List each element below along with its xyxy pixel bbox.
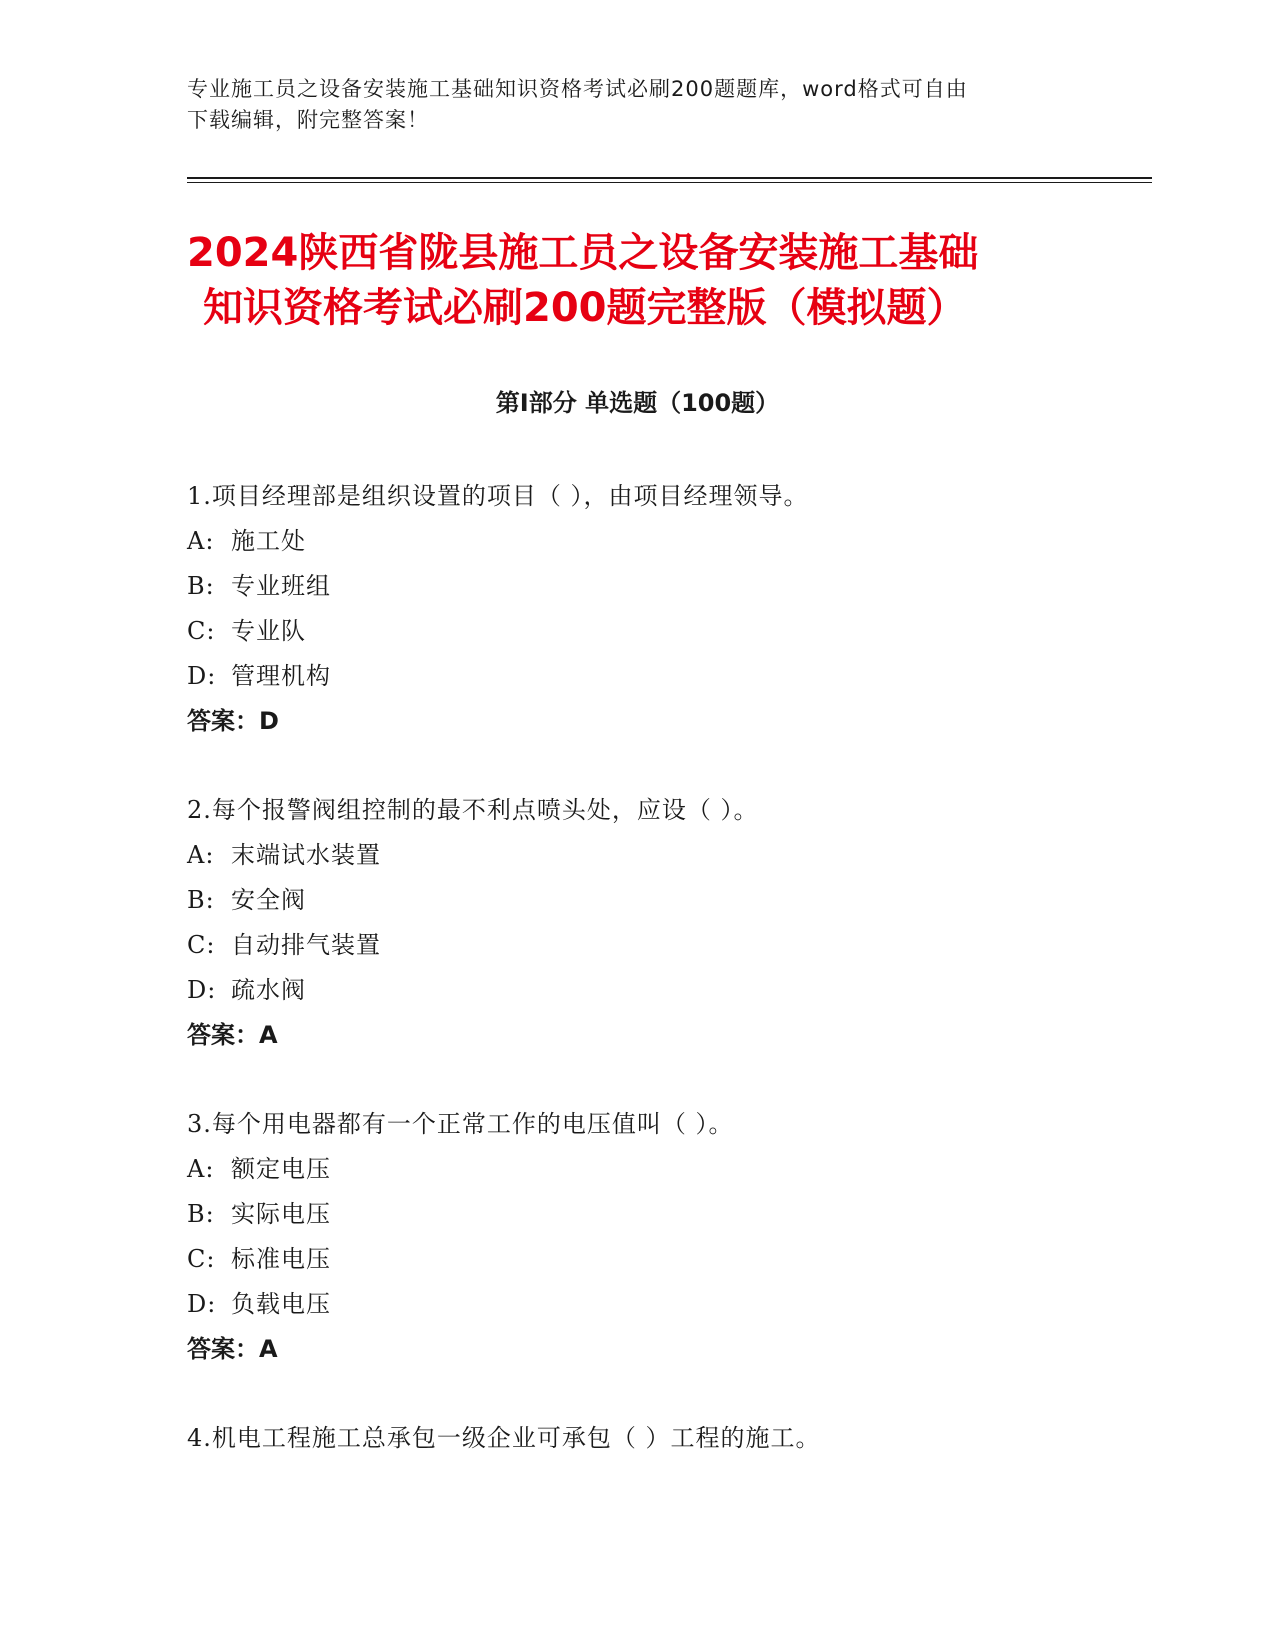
option-text: 专业班组 (231, 572, 331, 600)
title-line1: 2024陕西省陇县施工员之设备安装施工基础 (187, 230, 979, 276)
header-divider-thin (187, 182, 1152, 183)
option-letter: B: (187, 1200, 215, 1228)
option-a (187, 833, 1147, 878)
question-3 (187, 1102, 1147, 1372)
answer: 答案：A (187, 1021, 278, 1049)
question-stem: 4.机电工程施工总承包一级企业可承包（ ）工程的施工。 (187, 1424, 821, 1452)
option-letter: D: (187, 976, 217, 1004)
question-list (187, 474, 1147, 1505)
option-a (187, 1147, 1147, 1192)
option-text: 安全阀 (231, 886, 306, 914)
option-letter: A: (187, 841, 215, 869)
document-title (187, 226, 1087, 336)
option-letter: C: (187, 1245, 216, 1273)
option-d (187, 968, 1147, 1013)
header-note-line2: 下载编辑，附完整答案！ (187, 108, 429, 132)
option-c (187, 609, 1147, 654)
option-a (187, 519, 1147, 564)
header-note-line1: 专业施工员之设备安装施工基础知识资格考试必刷200题题库，word格式可自由 (187, 77, 968, 101)
option-letter: D: (187, 662, 217, 690)
option-text: 标准电压 (231, 1245, 331, 1273)
question-stem: 2.每个报警阀组控制的最不利点喷头处，应设（ ）。 (187, 796, 759, 824)
question-2 (187, 788, 1147, 1058)
option-letter: B: (187, 886, 215, 914)
option-c (187, 923, 1147, 968)
option-text: 实际电压 (231, 1200, 331, 1228)
option-text: 末端试水装置 (231, 841, 381, 869)
question-4 (187, 1416, 1147, 1461)
question-stem: 3.每个用电器都有一个正常工作的电压值叫（ ）。 (187, 1110, 734, 1138)
option-d (187, 654, 1147, 699)
option-letter: A: (187, 1155, 215, 1183)
header-divider-thick (187, 177, 1152, 179)
option-letter: B: (187, 572, 215, 600)
option-letter: D: (187, 1290, 217, 1318)
option-text: 专业队 (231, 617, 306, 645)
option-b (187, 1192, 1147, 1237)
option-text: 施工处 (231, 527, 306, 555)
option-letter: C: (187, 931, 216, 959)
section-heading: 第I部分 单选题（100题） (495, 389, 780, 417)
answer: 答案：A (187, 1335, 278, 1363)
option-text: 负载电压 (231, 1290, 331, 1318)
question-stem: 1.项目经理部是组织设置的项目（ ），由项目经理领导。 (187, 482, 809, 510)
answer: 答案：D (187, 707, 279, 735)
option-c (187, 1237, 1147, 1282)
option-letter: C: (187, 617, 216, 645)
option-text: 疏水阀 (231, 976, 306, 1004)
option-letter: A: (187, 527, 215, 555)
option-text: 额定电压 (231, 1155, 331, 1183)
question-1 (187, 474, 1147, 744)
option-b (187, 564, 1147, 609)
option-b (187, 878, 1147, 923)
option-text: 管理机构 (231, 662, 331, 690)
title-line2: 知识资格考试必刷200题完整版（模拟题） (203, 285, 967, 331)
option-text: 自动排气装置 (231, 931, 381, 959)
option-d (187, 1282, 1147, 1327)
header-note (187, 74, 1067, 136)
